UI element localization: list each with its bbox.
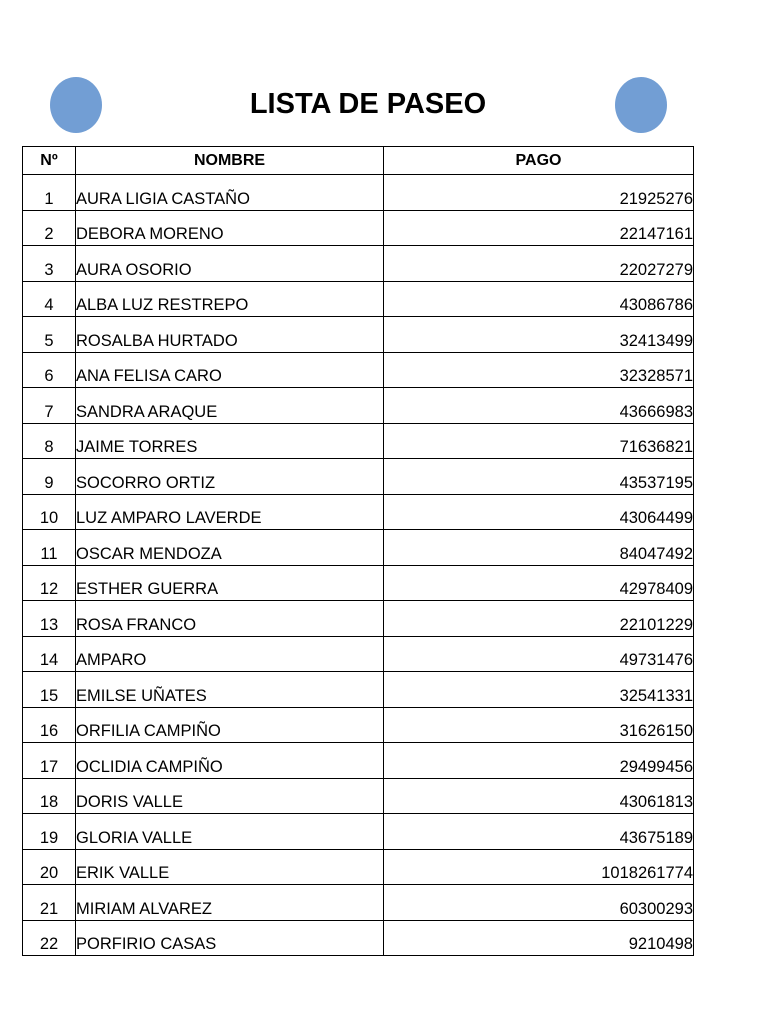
row-pay-cell: 43666983 (384, 388, 694, 424)
row-number-cell: 19 (23, 814, 76, 850)
table-row (23, 281, 694, 317)
table-header-row (23, 147, 694, 175)
table-row (23, 920, 694, 956)
row-name-cell: SOCORRO ORTIZ (76, 459, 384, 495)
row-number-cell: 8 (23, 423, 76, 459)
row-number-cell: 22 (23, 920, 76, 956)
row-pay-cell: 22027279 (384, 246, 694, 282)
row-name-cell: JAIME TORRES (76, 423, 384, 459)
row-name-cell: AURA OSORIO (76, 246, 384, 282)
row-number-cell: 20 (23, 849, 76, 885)
row-pay-cell: 31626150 (384, 707, 694, 743)
table-row (23, 672, 694, 708)
row-pay-cell: 43086786 (384, 281, 694, 317)
row-pay-cell: 49731476 (384, 636, 694, 672)
row-number-cell: 5 (23, 317, 76, 353)
column-header-num: Nº (23, 147, 76, 175)
row-pay-cell: 32328571 (384, 352, 694, 388)
row-pay-cell: 71636821 (384, 423, 694, 459)
table-row (23, 530, 694, 566)
row-pay-cell: 84047492 (384, 530, 694, 566)
column-header-name: NOMBRE (76, 147, 384, 175)
row-number-cell: 1 (23, 175, 76, 211)
row-number-cell: 10 (23, 494, 76, 530)
table-row (23, 423, 694, 459)
row-pay-cell: 22101229 (384, 601, 694, 637)
row-pay-cell: 29499456 (384, 743, 694, 779)
table-row (23, 849, 694, 885)
table-row (23, 246, 694, 282)
table-row (23, 388, 694, 424)
column-header-pay: PAGO (384, 147, 694, 175)
row-pay-cell: 9210498 (384, 920, 694, 956)
table-row (23, 565, 694, 601)
row-name-cell: DORIS VALLE (76, 778, 384, 814)
row-name-cell: AURA LIGIA CASTAÑO (76, 175, 384, 211)
row-name-cell: DEBORA MORENO (76, 210, 384, 246)
row-name-cell: ROSA FRANCO (76, 601, 384, 637)
row-pay-cell: 21925276 (384, 175, 694, 211)
row-name-cell: OCLIDIA CAMPIÑO (76, 743, 384, 779)
row-number-cell: 11 (23, 530, 76, 566)
row-pay-cell: 32541331 (384, 672, 694, 708)
row-pay-cell: 43064499 (384, 494, 694, 530)
row-number-cell: 4 (23, 281, 76, 317)
row-name-cell: ORFILIA CAMPIÑO (76, 707, 384, 743)
row-name-cell: ANA FELISA CARO (76, 352, 384, 388)
row-number-cell: 12 (23, 565, 76, 601)
table-row (23, 494, 694, 530)
row-number-cell: 17 (23, 743, 76, 779)
row-pay-cell: 43537195 (384, 459, 694, 495)
table-body (23, 175, 694, 956)
row-name-cell: GLORIA VALLE (76, 814, 384, 850)
table-row (23, 636, 694, 672)
row-name-cell: ESTHER GUERRA (76, 565, 384, 601)
table-row (23, 707, 694, 743)
row-number-cell: 9 (23, 459, 76, 495)
row-name-cell: MIRIAM ALVAREZ (76, 885, 384, 921)
row-number-cell: 13 (23, 601, 76, 637)
row-number-cell: 7 (23, 388, 76, 424)
row-pay-cell: 43675189 (384, 814, 694, 850)
roster-table (22, 146, 694, 956)
row-name-cell: AMPARO (76, 636, 384, 672)
row-pay-cell: 32413499 (384, 317, 694, 353)
row-number-cell: 16 (23, 707, 76, 743)
row-name-cell: OSCAR MENDOZA (76, 530, 384, 566)
row-pay-cell: 42978409 (384, 565, 694, 601)
table-row (23, 601, 694, 637)
table-row (23, 814, 694, 850)
row-number-cell: 6 (23, 352, 76, 388)
row-name-cell: SANDRA ARAQUE (76, 388, 384, 424)
row-name-cell: ERIK VALLE (76, 849, 384, 885)
row-pay-cell: 1018261774 (384, 849, 694, 885)
row-number-cell: 14 (23, 636, 76, 672)
table-row (23, 352, 694, 388)
row-name-cell: LUZ AMPARO LAVERDE (76, 494, 384, 530)
row-pay-cell: 60300293 (384, 885, 694, 921)
row-name-cell: PORFIRIO CASAS (76, 920, 384, 956)
document-title: LISTA DE PASEO (249, 88, 487, 120)
table-row (23, 210, 694, 246)
row-number-cell: 2 (23, 210, 76, 246)
row-pay-cell: 43061813 (384, 778, 694, 814)
row-number-cell: 3 (23, 246, 76, 282)
row-number-cell: 21 (23, 885, 76, 921)
row-pay-cell: 22147161 (384, 210, 694, 246)
row-name-cell: EMILSE UÑATES (76, 672, 384, 708)
table-row (23, 778, 694, 814)
row-name-cell: ROSALBA HURTADO (76, 317, 384, 353)
table-row (23, 743, 694, 779)
row-number-cell: 15 (23, 672, 76, 708)
table-row (23, 885, 694, 921)
table-row (23, 175, 694, 211)
table-row (23, 459, 694, 495)
table-row (23, 317, 694, 353)
row-name-cell: ALBA LUZ RESTREPO (76, 281, 384, 317)
row-number-cell: 18 (23, 778, 76, 814)
